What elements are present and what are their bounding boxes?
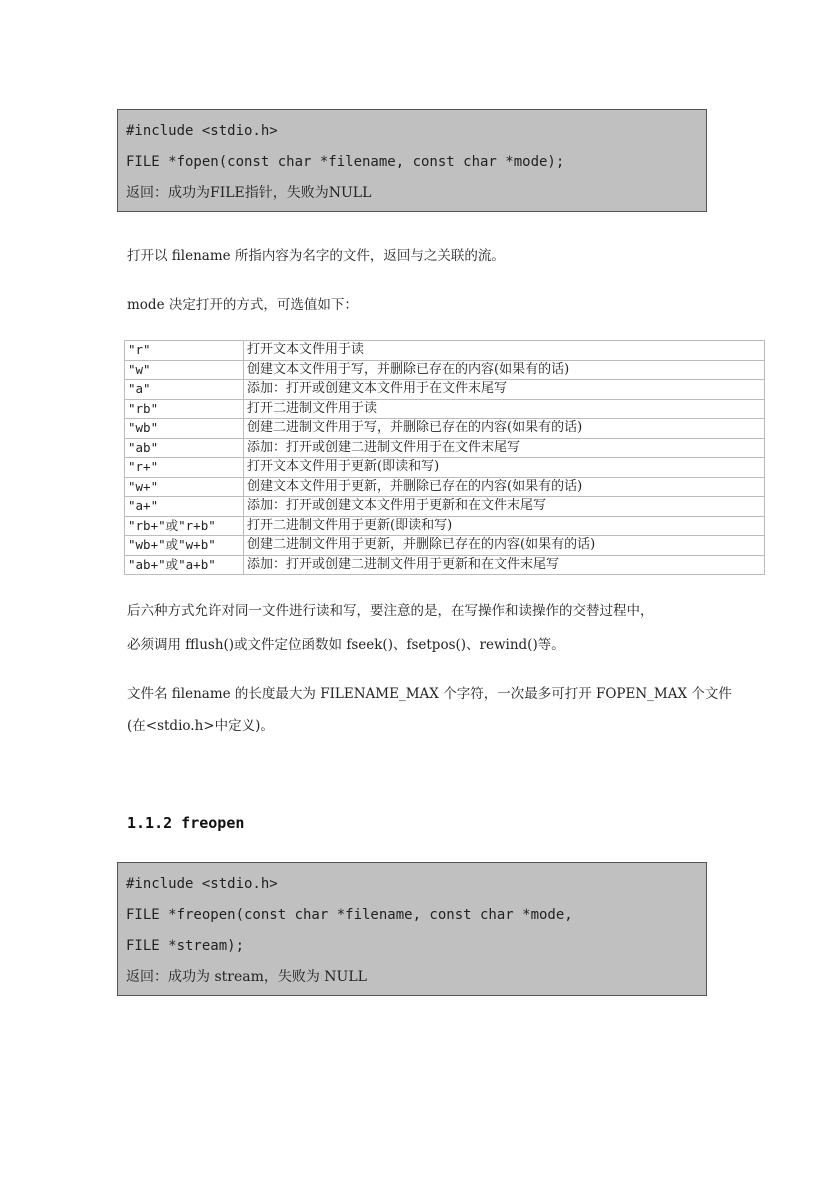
mode-value: "a"	[125, 380, 244, 400]
paragraph-six-modes-2: 必须调用 fflush()或文件定位函数如 fseek()、fsetpos()、rewind()等。	[127, 637, 565, 653]
mode-description: 添加：打开或创建文本文件用于在文件末尾写	[244, 380, 765, 400]
code-line-signature-cont: FILE *stream);	[126, 938, 245, 954]
table-row	[125, 458, 765, 478]
paragraph-filename-1: 文件名 filename 的长度最大为 FILENAME_MAX 个字符，一次最多可打开 FOPEN_MAX 个文件	[127, 686, 732, 702]
table-row	[125, 516, 765, 536]
table-row	[125, 341, 765, 361]
table-row	[125, 477, 765, 497]
mode-description: 添加：打开或创建二进制文件用于在文件末尾写	[244, 438, 765, 458]
mode-description: 打开文本文件用于更新(即读和写)	[244, 458, 765, 478]
mode-description: 打开二进制文件用于读	[244, 399, 765, 419]
code-line-return: 返回：成功为FILE指针，失败为NULL	[126, 185, 372, 201]
fopen-code-box	[117, 109, 707, 212]
paragraph-open-description: 打开以 filename 所指内容为名字的文件，返回与之关联的流。	[127, 248, 505, 264]
mode-value: "rb+"或"r+b"	[125, 516, 244, 536]
mode-description: 打开二进制文件用于更新(即读和写)	[244, 516, 765, 536]
mode-value: "wb+"或"w+b"	[125, 536, 244, 556]
section-heading: 1.1.2 freopen	[127, 814, 245, 832]
paragraph-filename-2: (在<stdio.h>中定义)。	[127, 718, 274, 734]
mode-description: 创建二进制文件用于更新，并删除已存在的内容(如果有的话)	[244, 536, 765, 556]
paragraph-mode-intro: mode 决定打开的方式，可选值如下：	[127, 297, 358, 313]
mode-description: 添加：打开或创建二进制文件用于更新和在文件末尾写	[244, 555, 765, 575]
table-row	[125, 360, 765, 380]
table-row	[125, 399, 765, 419]
code-line-include: #include <stdio.h>	[126, 123, 278, 139]
table-row	[125, 497, 765, 517]
table-row	[125, 438, 765, 458]
mode-value: "rb"	[125, 399, 244, 419]
code-line-include: #include <stdio.h>	[126, 876, 278, 892]
freopen-code-box	[117, 862, 707, 996]
mode-value: "a+"	[125, 497, 244, 517]
mode-value: "ab"	[125, 438, 244, 458]
mode-table	[124, 340, 765, 575]
mode-value: "ab+"或"a+b"	[125, 555, 244, 575]
mode-value: "r+"	[125, 458, 244, 478]
mode-value: "w+"	[125, 477, 244, 497]
table-row	[125, 536, 765, 556]
paragraph-six-modes-1: 后六种方式允许对同一文件进行读和写，要注意的是，在写操作和读操作的交替过程中，	[127, 603, 654, 619]
code-line-signature: FILE *fopen(const char *filename, const char *mode);	[126, 154, 565, 170]
mode-description: 打开文本文件用于读	[244, 341, 765, 361]
mode-value: "w"	[125, 360, 244, 380]
code-line-return: 返回：成功为 stream，失败为 NULL	[126, 969, 367, 985]
mode-description: 创建文本文件用于写，并删除已存在的内容(如果有的话)	[244, 360, 765, 380]
table-row	[125, 419, 765, 439]
mode-description: 创建二进制文件用于写，并删除已存在的内容(如果有的话)	[244, 419, 765, 439]
mode-description: 添加：打开或创建文本文件用于更新和在文件末尾写	[244, 497, 765, 517]
mode-value: "r"	[125, 341, 244, 361]
table-row	[125, 380, 765, 400]
mode-value: "wb"	[125, 419, 244, 439]
code-line-signature: FILE *freopen(const char *filename, const char *mode,	[126, 907, 573, 923]
table-row	[125, 555, 765, 575]
mode-description: 创建文本文件用于更新，并删除已存在的内容(如果有的话)	[244, 477, 765, 497]
